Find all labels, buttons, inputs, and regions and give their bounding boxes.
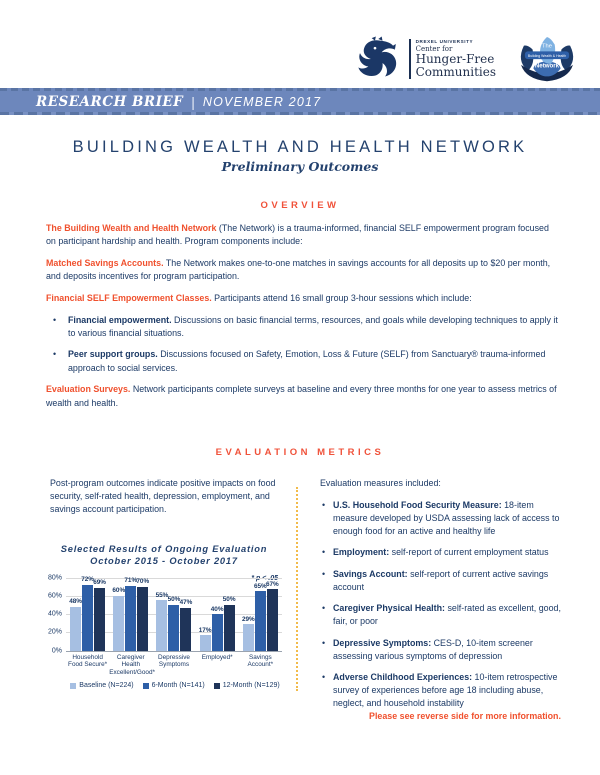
page-subtitle: Preliminary Outcomes — [221, 159, 379, 174]
banner-title: RESEARCH BRIEF — [36, 93, 184, 110]
measure-lead: Employment: — [333, 547, 390, 557]
measure-body — [333, 602, 566, 628]
measure-body — [333, 499, 566, 538]
chart-bar-value-label: 55% — [155, 591, 169, 599]
chart-bar-value-label: 48% — [69, 598, 82, 606]
chart-legend-item — [143, 682, 205, 689]
bar-chart — [38, 574, 288, 690]
overview-paragraph — [46, 292, 560, 305]
chart-bar-value-label: 69% — [93, 579, 106, 587]
chart-legend-item — [70, 682, 133, 689]
chart-title — [38, 543, 290, 568]
measure-item — [320, 546, 566, 559]
chart-title-line2: October 2015 - October 2017 — [90, 556, 238, 567]
chart-bar — [124, 577, 138, 651]
chart-bar-value-label: 40% — [210, 605, 224, 613]
network-logo-the: The — [542, 43, 552, 50]
bullet-lead: Financial empowerment. — [68, 314, 172, 325]
chart-bar-value-label: 50% — [222, 596, 236, 604]
chart-category-labels — [66, 654, 282, 677]
measure-lead: Adverse Childhood Experiences: — [333, 672, 473, 682]
column-divider — [296, 487, 298, 691]
chart-plot — [47, 574, 282, 655]
overview-paragraph — [46, 222, 560, 248]
chart-bar-group — [198, 596, 236, 651]
bullet-marker: • — [322, 637, 326, 648]
chart-bar-group — [112, 577, 150, 651]
footer-note: Please see reverse side for more information. — [369, 711, 561, 721]
measure-body — [333, 546, 549, 559]
metrics-left-intro: Post-program outcomes indicate positive impacts on food security, self-rated health, depression, employment, and savings account participation. — [50, 478, 276, 515]
measure-text: self-report of current employment status — [389, 547, 549, 557]
legend-label: 12-Month (N=129) — [222, 682, 280, 690]
drexel-dragon-icon — [355, 36, 405, 82]
chart-bar — [155, 591, 169, 650]
chart-bar-value-label: 65% — [253, 582, 267, 590]
chart-bar — [112, 587, 126, 651]
chart-bar — [198, 626, 212, 651]
measure-item — [320, 671, 566, 710]
bullet-marker: • — [53, 314, 57, 325]
paragraph-text: (The Network) is a trauma-informed, financial SELF empowerment program focused on participant hardship and health. Program components include: — [46, 223, 549, 247]
drexel-center-for-label: Center for — [415, 45, 453, 53]
chart-bar-value-label: 47% — [179, 599, 193, 607]
legend-swatch-icon — [214, 683, 220, 689]
chart-bar — [167, 596, 181, 651]
chart-bar-value-label: 72% — [81, 576, 94, 584]
research-brief-banner — [0, 88, 600, 115]
measure-item — [320, 568, 566, 594]
chart-bar-groups — [66, 578, 282, 651]
chart-bar — [136, 578, 150, 651]
legend-label: Baseline (N=224) — [79, 682, 134, 690]
chart-category-label: Caregiver Health Excellent/Good* — [109, 653, 156, 676]
chart-bar-value-label: 60% — [112, 587, 126, 595]
chart-bar — [265, 580, 279, 650]
overview-body — [46, 222, 560, 418]
evaluation-metrics-heading: EVALUATION METRICS — [215, 447, 385, 458]
chart-bar-value-label: 50% — [167, 596, 181, 604]
chart-bar-value-label: 17% — [198, 626, 212, 634]
chart-bar-value-label: 29% — [241, 615, 255, 623]
bullet-body — [68, 314, 560, 340]
chart-legend — [62, 682, 288, 689]
bullet-text: Discussions on basic financial terms, resources, and goals while developing techniques to apply it to various financial situations. — [68, 314, 558, 338]
overview-paragraph — [46, 257, 560, 283]
chart-bar — [179, 599, 193, 651]
network-lotus-icon — [512, 36, 582, 86]
chart-bar-group — [155, 591, 193, 650]
chart-legend-item — [214, 682, 280, 689]
metrics-left-column — [38, 477, 290, 689]
chart-category-label: Household Food Secure* — [68, 653, 108, 669]
paragraph-text: Participants attend 16 small group 3-hour sessions which include: — [211, 292, 472, 303]
overview-bullet — [46, 348, 560, 374]
measure-item — [320, 602, 566, 628]
measure-text: self-rated as excellent, good, fair, or poor — [333, 603, 561, 626]
bullet-text: Discussions focused on Safety, Emotion, Loss & Future (SELF) from Sanctuary® trauma-informed approach to social services. — [68, 349, 546, 373]
legend-swatch-icon — [143, 683, 149, 689]
measure-body — [333, 637, 566, 663]
bullet-body — [68, 348, 560, 374]
chart-bar — [210, 605, 224, 651]
measure-body — [333, 568, 566, 594]
chart-bar-value-label: 67% — [265, 580, 279, 588]
measure-text: 18-item measure developed by USDA assessing lack of access to enough food for an active and healthy life — [333, 499, 560, 536]
bullet-marker: • — [322, 672, 326, 682]
chart-bar — [69, 598, 82, 651]
metrics-right-intro: Evaluation measures included: — [320, 478, 441, 488]
chart-bar-group — [69, 576, 106, 651]
page-title: BUILDING WEALTH AND HEALTH NETWORK — [72, 138, 528, 156]
paragraph-lead: The Building Wealth and Health Network — [46, 223, 217, 233]
measure-body — [333, 671, 566, 710]
overview-bullet — [46, 314, 560, 340]
drexel-name-line2: Communities — [415, 65, 496, 79]
chart-y-tick-label: 40% — [47, 610, 62, 618]
network-logo-name: Network — [534, 62, 560, 70]
network-logo-band: Building Wealth & Health — [527, 53, 567, 58]
measure-text: 10-item retrospective survey of experiences before age 18 including abuse, neglect, and household instability — [333, 672, 558, 708]
bullet-lead: Peer support groups. — [68, 349, 158, 360]
paragraph-lead: Evaluation Surveys. — [46, 384, 131, 395]
chart-y-tick-label: 60% — [47, 592, 62, 600]
chart-bar — [241, 615, 255, 650]
measure-lead: Savings Account: — [333, 568, 408, 579]
banner-separator: | — [191, 93, 195, 110]
bullet-marker: • — [53, 349, 57, 360]
chart-category-label: Employed* — [201, 653, 233, 661]
bullet-marker: • — [322, 568, 326, 579]
paragraph-lead: Financial SELF Empowerment Classes. — [46, 292, 212, 303]
measure-lead: Depressive Symptoms: — [333, 637, 432, 648]
chart-title-line1: Selected Results of Ongoing Evaluation — [60, 543, 268, 554]
chart-bar-value-label: 70% — [136, 578, 150, 586]
paragraph-text: Network participants complete surveys at baseline and every three months for one year to assess metrics of wealth and health. — [46, 384, 557, 408]
measure-item — [320, 499, 566, 538]
chart-category-label: Savings Account* — [247, 653, 274, 669]
drexel-logo-text — [409, 39, 496, 79]
legend-label: 6-Month (N=141) — [151, 682, 205, 690]
drexel-university-label: DREXEL UNIVERSITY — [415, 39, 474, 44]
bullet-marker: • — [322, 603, 326, 613]
measure-item — [320, 637, 566, 663]
chart-bar — [222, 596, 236, 651]
chart-y-tick-label: 80% — [47, 574, 62, 582]
chart-bar-value-label: 71% — [124, 577, 138, 585]
drexel-name-line1: Hunger-Free — [415, 52, 495, 66]
chart-y-tick-label: 0% — [51, 647, 62, 655]
measure-lead: U.S. Household Food Security Measure: — [333, 499, 502, 510]
chart-category-label: Depressive Symptoms — [157, 653, 190, 669]
paragraph-text: The Network makes one-to-one matches in savings accounts for all deposits up to $20 per month, and deposits incentives for program participation. — [46, 257, 551, 282]
legend-swatch-icon — [70, 683, 76, 689]
bullet-marker: • — [322, 547, 326, 557]
chart-gridline — [66, 651, 282, 652]
chart-bar — [93, 579, 106, 651]
chart-bar — [253, 582, 267, 650]
bullet-marker: • — [322, 499, 326, 510]
metrics-right-column — [320, 477, 566, 710]
chart-bar-group — [241, 580, 279, 650]
measure-text: CES-D, 10-item screener assessing various symptoms of depression — [333, 637, 533, 661]
chart-y-tick-label: 20% — [47, 628, 62, 636]
drexel-logo — [355, 36, 496, 82]
overview-closing — [46, 383, 560, 409]
overview-heading: OVERVIEW — [260, 200, 340, 211]
paragraph-lead: Matched Savings Accounts. — [46, 257, 164, 268]
banner-date: NOVEMBER 2017 — [202, 94, 322, 109]
measure-text: self-report of current active savings account — [333, 568, 549, 592]
chart-bar — [81, 576, 94, 651]
measure-lead: Caregiver Physical Health: — [333, 603, 445, 613]
